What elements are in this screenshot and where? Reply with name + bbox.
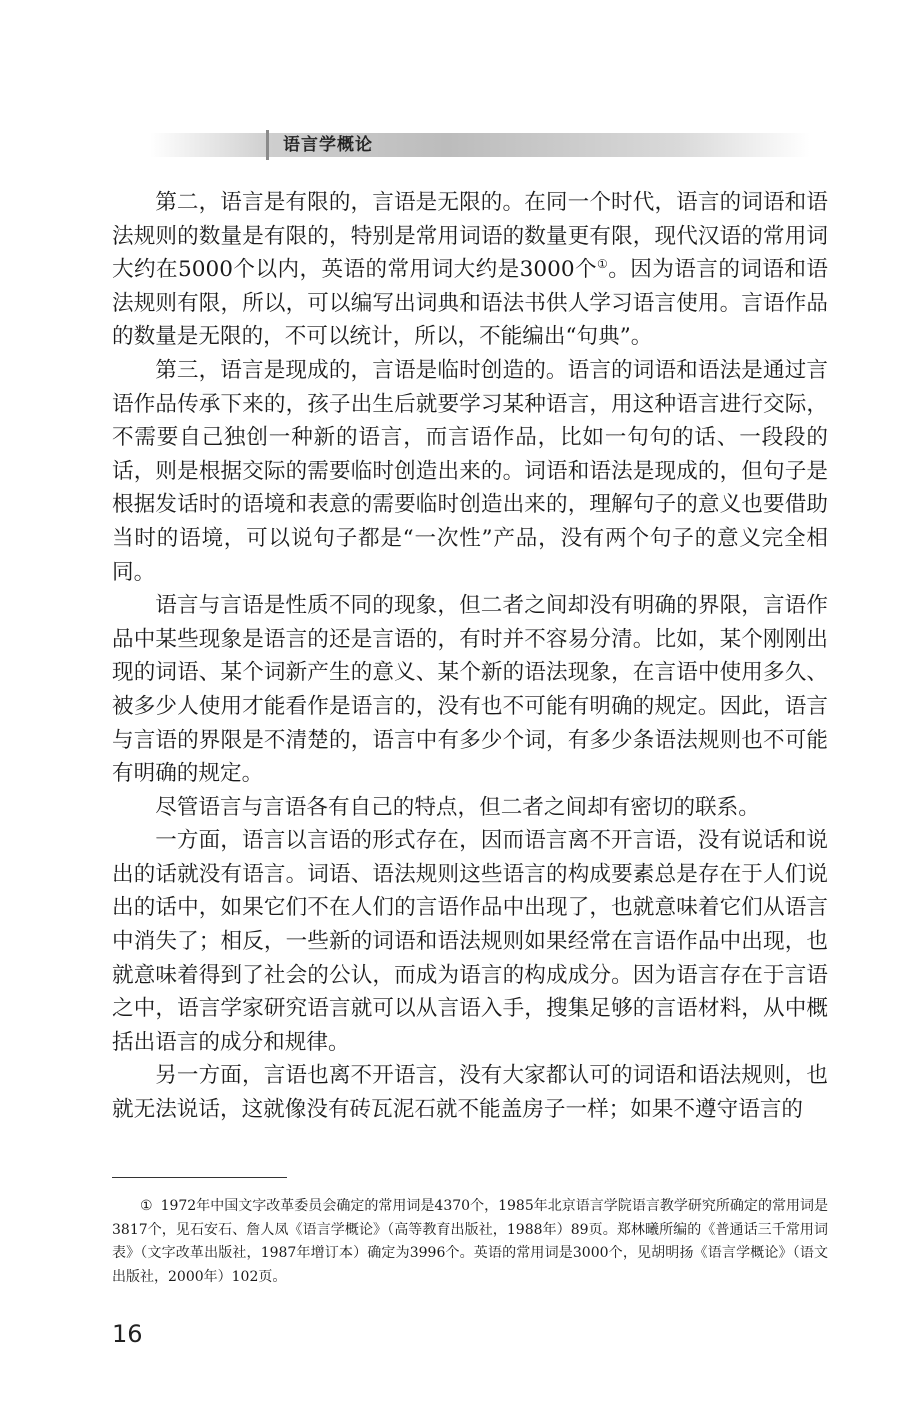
- paragraph-3: 语言与言语是性质不同的现象，但二者之间却没有明确的界限，言语作品中某些现象是语言的还是言语的，有时并不容易分清。比如，某个刚刚出现的词语、某个词新产生的意义、某个新的语法现象，在言语中使用多久、被多少人使用才能看作是语言的，没有也不可能有明确的规定。因此，语言与言语的界限是不清楚的，语言中有多少个词，有多少条语法规则也不可能有明确的规定。: [112, 593, 828, 787]
- body-text: [112, 186, 828, 1127]
- header-divider: [266, 130, 269, 160]
- footnote-reference[interactable]: ①: [597, 257, 609, 271]
- paragraph-2: 第三，语言是现成的，言语是临时创造的。语言的词语和语法是通过言语作品传承下来的，孩子出生后就要学习某种语言，用这种语言进行交际，不需要自己独创一种新的语言，而言语作品，比如一句句的话、一段段的话，则是根据交际的需要临时创造出来的。词语和语法是现成的，但句子是根据发话时的语境和表意的需要临时创造出来的，理解句子的意义也要借助当时的语境，可以说句子都是“一次性”产品，没有两个句子的意义完全相同。: [112, 357, 828, 585]
- paragraph-4: 尽管语言与言语各有自己的特点，但二者之间却有密切的联系。: [155, 794, 760, 820]
- footnote-rule: [112, 1177, 287, 1178]
- footnote-marker: ①: [140, 1198, 153, 1214]
- paragraph-6: 另一方面，言语也离不开语言，没有大家都认可的词语和语法规则，也就无法说话，这就像没有砖瓦泥石就不能盖房子一样；如果不遵守语言的: [112, 1063, 828, 1123]
- paragraph-5: 一方面，语言以言语的形式存在，因而语言离不开言语，没有说话和说出的话就没有语言。词语、语法规则这些语言的构成要素总是存在于人们说出的话中，如果它们不在人们的言语作品中出现了，也就意味着它们从语言中消失了；相反，一些新的词语和语法规则如果经常在言语作品中出现，也就意味着得到了社会的公认，而成为语言的构成成分。因为语言存在于言语之中，语言学家研究语言就可以从言语入手，搜集足够的言语材料，从中概括出语言的成分和规律。: [112, 828, 828, 1055]
- footnote-paragraph: [112, 1195, 828, 1289]
- running-header-title: 语言学概论: [283, 135, 373, 155]
- page-number: 16: [112, 1320, 143, 1348]
- paragraph-1-text: 第二，语言是有限的，言语是无限的。在同一个时代，语言的词语和语法规则的数量是有限的，特别是常用词语的数量更有限，现代汉语的常用词大约在5000个以内，英语的常用词大约是3000个: [112, 190, 828, 283]
- footnote-text: 1972年中国文字改革委员会确定的常用词是4370个，1985年北京语言学院语言教学研究所确定的常用词是3817个，见石安石、詹人凤《语言学概论》（高等教育出版社，1988年）89页。郑林曦所编的《普通话三千常用词表》（文字改革出版社，1987年增订本）确定为3996个。英语的常用词是3000个，见胡明扬《语言学概论》（语文出版社，2000年）102页。: [112, 1198, 828, 1285]
- header-bar: [150, 133, 810, 157]
- paragraph-1: [112, 186, 828, 354]
- footnote: [112, 1195, 828, 1289]
- paragraph-1-tail: 。因为语言的词语和语法规则有限，所以，可以编写出词典和语法书供人学习语言使用。言语作品的数量是无限的，不可以统计，所以，不能编出“句典”。: [112, 257, 828, 350]
